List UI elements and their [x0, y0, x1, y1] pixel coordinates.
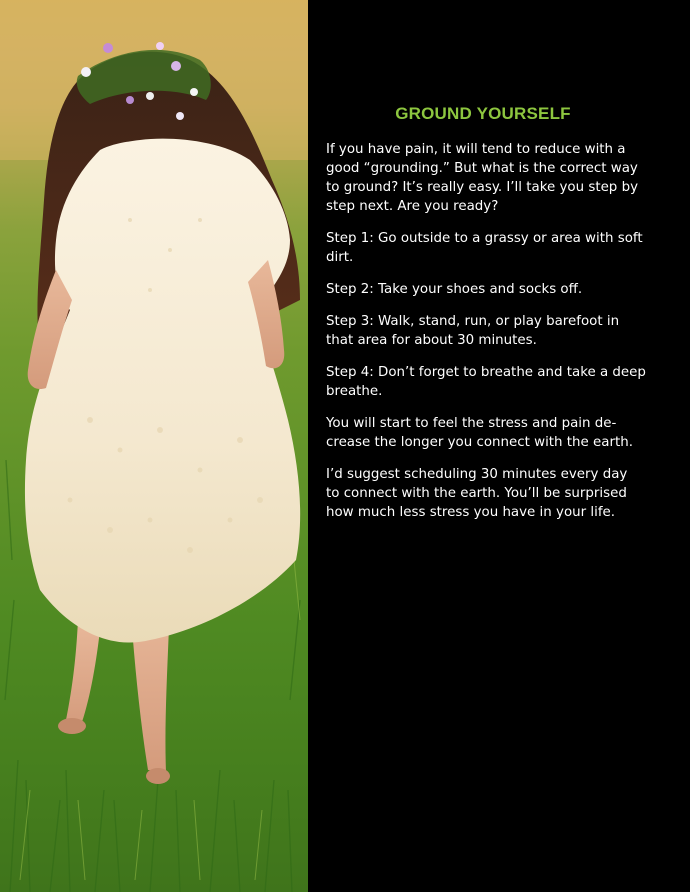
text-panel: [308, 0, 690, 892]
paragraph-result: You will start to feel the stress and pain de- crease the longer you connect with the earth.: [326, 416, 633, 450]
photo-illustration: [0, 0, 308, 892]
photo-girl-in-field: [0, 0, 308, 892]
article-title: GROUND YOURSELF: [395, 104, 571, 123]
paragraph-step-1: Step 1: Go outside to a grassy or area with soft dirt.: [326, 231, 643, 265]
paragraph-step-2: Step 2: Take your shoes and socks off.: [326, 282, 583, 297]
paragraph-intro: If you have pain, it will tend to reduce with a good “grounding.” But what is the correct way to ground? It’s really easy. I’ll take you step by step next. Are you ready?: [326, 142, 638, 214]
paragraph-step-4: Step 4: Don’t forget to breathe and take a deep breathe.: [326, 365, 646, 399]
paragraph-step-3: Step 3: Walk, stand, run, or play barefoot in that area for about 30 minutes.: [326, 314, 620, 348]
article-body: [326, 140, 662, 535]
paragraph-suggestion: I’d suggest scheduling 30 minutes every day to connect with the earth. You’ll be surprised how much less stress you have in your life.: [326, 467, 628, 520]
